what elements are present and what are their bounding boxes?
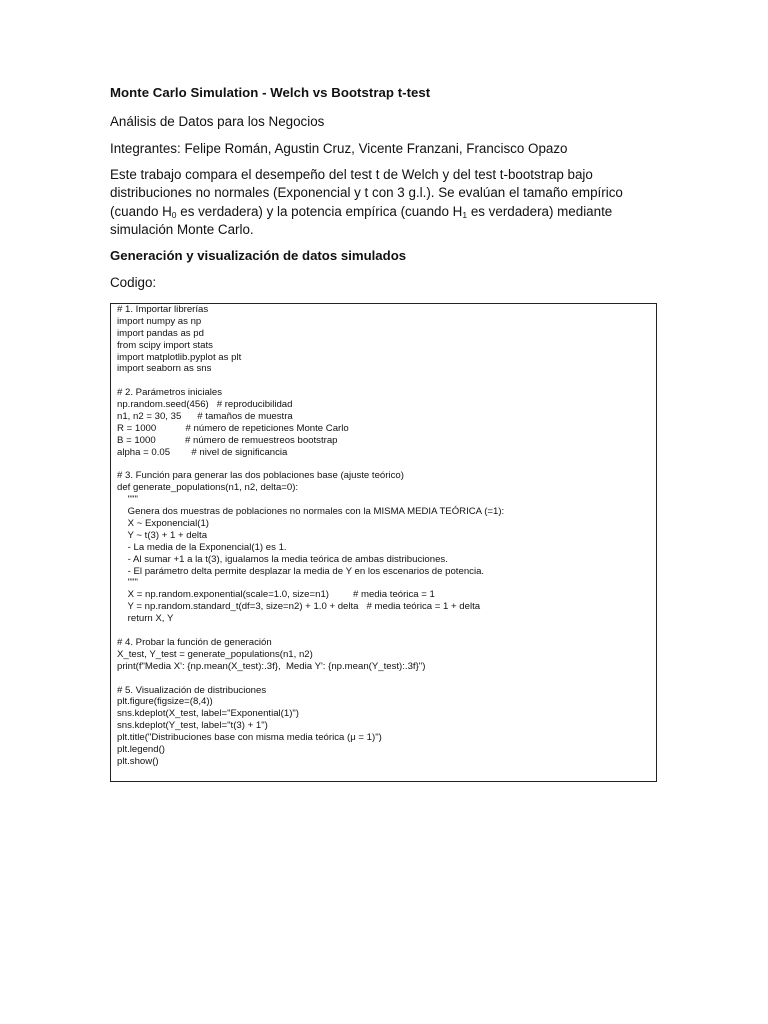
- code-line: plt.figure(figsize=(8,4)): [117, 696, 213, 708]
- code-line: [117, 459, 504, 471]
- code-lines: [117, 304, 504, 768]
- code-line: - El parámetro delta permite desplazar la media de Y en los escenarios de potencia.: [117, 565, 485, 577]
- code-line: # 4. Probar la función de generación: [117, 636, 272, 648]
- code-line: from scipy import stats: [117, 339, 213, 351]
- code-line: import seaborn as sns: [117, 363, 212, 375]
- code-line: np.random.seed(456) # reproducibilidad: [117, 399, 293, 411]
- code-line: X = np.random.exponential(scale=1.0, size=n1) # media teórica = 1: [117, 589, 435, 601]
- code-block: [110, 303, 657, 782]
- code-line: plt.show(): [117, 755, 159, 767]
- code-line: import matplotlib.pyplot as plt: [117, 351, 242, 363]
- code-label: Codigo:: [110, 275, 157, 290]
- code-line: import numpy as np: [117, 315, 202, 327]
- intro-part-2: es verdadera) y la potencia empírica (cuando H: [176, 203, 463, 219]
- intro-paragraph: [110, 166, 670, 239]
- code-line: import pandas as pd: [117, 327, 204, 339]
- code-line: X ~ Exponencial(1): [117, 518, 209, 530]
- code-line: plt.title("Distribuciones base con misma media teórica (μ = 1)"): [117, 732, 382, 744]
- code-line: sns.kdeplot(Y_test, label="t(3) + 1"): [117, 720, 268, 732]
- code-line: alpha = 0.05 # nivel de significancia: [117, 446, 288, 458]
- code-line: X_test, Y_test = generate_populations(n1, n2): [117, 648, 313, 660]
- code-line: # 2. Parámetros iniciales: [117, 387, 223, 399]
- intro-part-1: Este trabajo compara el desempeño del test t de Welch y del test t-bootstrap bajo distribuciones no normales (Exponencial y t con 3 g.l.). Se evalúan el tamaño empírico (cuando H: [110, 167, 623, 219]
- code-line: Y = np.random.standard_t(df=3, size=n2) + 1.0 + delta # media teórica = 1 + delta: [117, 601, 481, 613]
- code-line: # 5. Visualización de distribuciones: [117, 684, 267, 696]
- code-line: def generate_populations(n1, n2, delta=0):: [117, 482, 299, 494]
- code-line: """: [117, 577, 138, 589]
- code-line: plt.legend(): [117, 743, 165, 755]
- code-line: sns.kdeplot(X_test, label="Exponential(1)"): [117, 708, 299, 720]
- code-line: """: [117, 494, 138, 506]
- h1-subscript: 1: [462, 209, 468, 220]
- document-title: Monte Carlo Simulation - Welch vs Bootstrap t-test: [110, 85, 431, 100]
- code-line: # 1. Importar librerías: [117, 304, 209, 315]
- code-line: # 3. Función para generar las dos poblaciones base (ajuste teórico): [117, 470, 404, 482]
- code-line: - Al sumar +1 a la t(3), igualamos la media teórica de ambas distribuciones.: [117, 553, 448, 565]
- code-line: Genera dos muestras de poblaciones no normales con la MISMA MEDIA TEÓRICA (=1):: [117, 506, 505, 518]
- intro-part-3: es verdadera) mediante simulación Monte Carlo.: [110, 203, 613, 237]
- code-line: Y ~ t(3) + 1 + delta: [117, 529, 208, 541]
- team-members: Integrantes: Felipe Román, Agustin Cruz, Vicente Franzani, Francisco Opazo: [110, 141, 568, 156]
- code-line: R = 1000 # número de repeticiones Monte Carlo: [117, 422, 349, 434]
- code-line: return X, Y: [117, 613, 174, 625]
- h0-subscript: 0: [171, 209, 177, 220]
- code-line: n1, n2 = 30, 35 # tamaños de muestra: [117, 411, 293, 423]
- code-line: [117, 375, 504, 387]
- code-line: [117, 625, 504, 637]
- code-line: B = 1000 # número de remuestreos bootstrap: [117, 434, 338, 446]
- course-subtitle: Análisis de Datos para los Negocios: [110, 114, 325, 129]
- code-line: print(f"Media X': {np.mean(X_test):.3f}, Media Y': {np.mean(Y_test):.3f}"): [117, 660, 426, 672]
- section-heading: Generación y visualización de datos simulados: [110, 248, 407, 263]
- code-line: - La media de la Exponencial(1) es 1.: [117, 541, 287, 553]
- code-line: [117, 673, 504, 685]
